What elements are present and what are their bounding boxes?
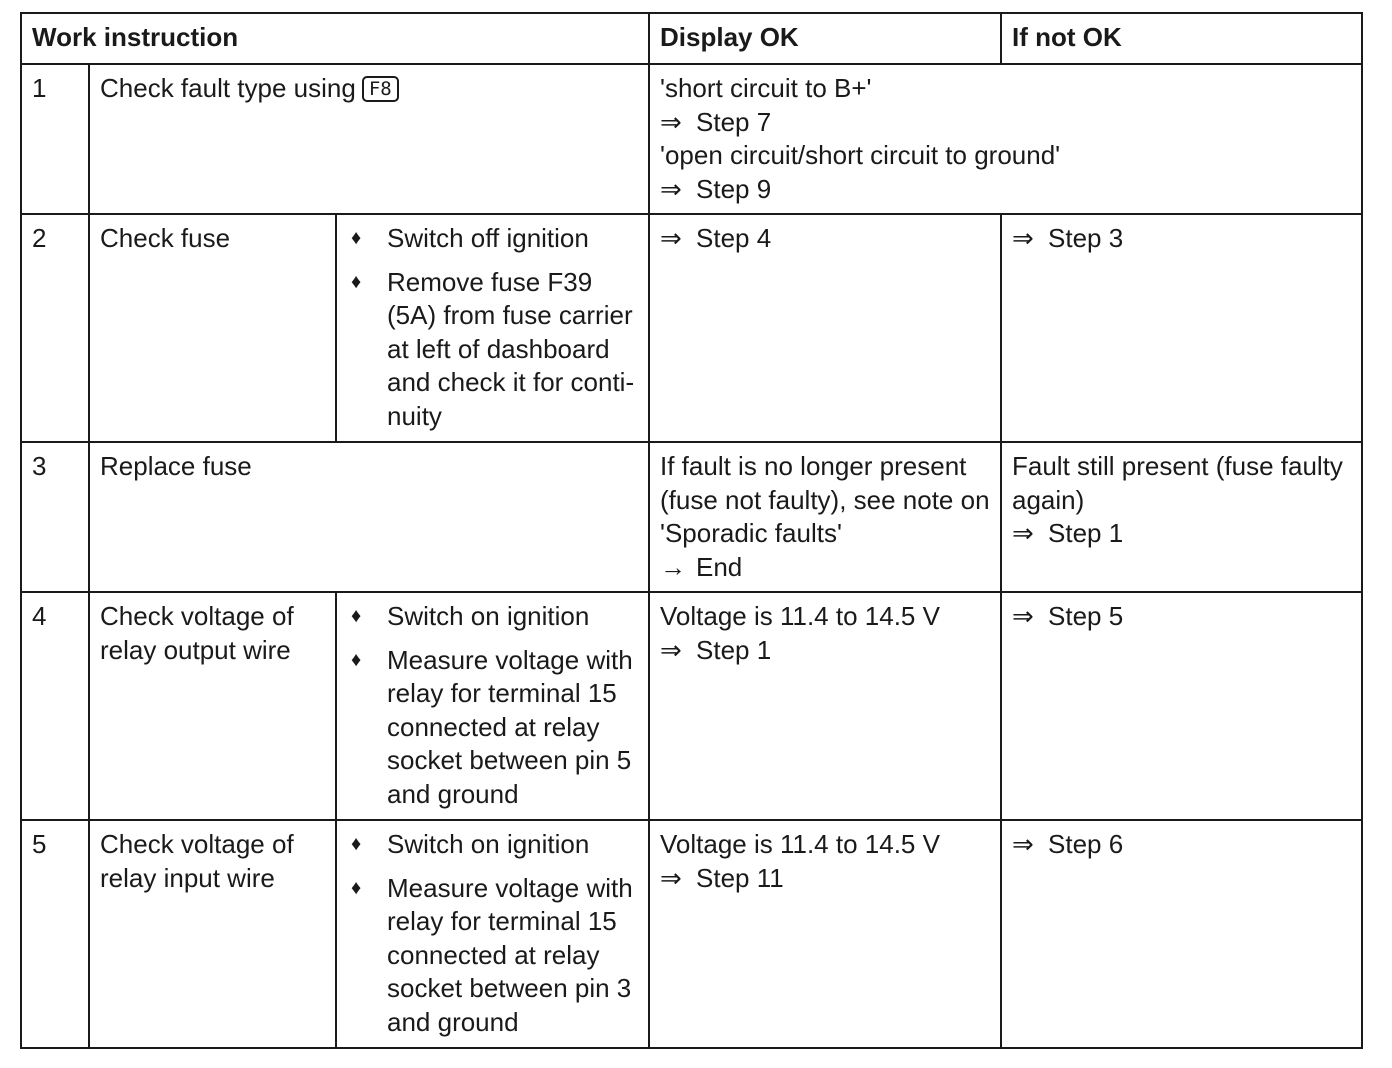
instruction-cell xyxy=(336,214,649,442)
display-ok-cell xyxy=(649,820,1001,1048)
display-ok-step xyxy=(660,862,990,896)
table-row xyxy=(21,442,1362,592)
step-ref: Step 4 xyxy=(696,223,772,253)
step-number: 2 xyxy=(21,214,89,442)
bullet-icon: ♦ xyxy=(351,833,362,855)
double-arrow-icon: ⇒ xyxy=(660,223,682,253)
instruction-cell xyxy=(336,592,649,820)
step-number: 5 xyxy=(21,820,89,1048)
display-ok-step xyxy=(660,551,990,585)
task-cell xyxy=(89,64,649,214)
display-ok-step xyxy=(660,173,1351,207)
bullet-icon: ♦ xyxy=(351,227,362,249)
instruction-list xyxy=(347,600,638,811)
step-ref: Step 1 xyxy=(1048,518,1124,548)
instruction-list xyxy=(347,828,638,1039)
display-ok-cell xyxy=(649,442,1001,592)
step-number: 3 xyxy=(21,442,89,592)
display-ok-step xyxy=(660,634,990,668)
bullet-icon: ♦ xyxy=(351,270,362,293)
if-not-ok-cell xyxy=(1001,592,1362,820)
double-arrow-icon: ⇒ xyxy=(660,106,682,137)
list-item xyxy=(347,266,638,434)
list-item xyxy=(347,644,638,812)
instruction-list xyxy=(347,222,638,433)
instruction-cell xyxy=(336,820,649,1048)
double-arrow-icon: ⇒ xyxy=(1012,518,1034,548)
if-not-ok-cell xyxy=(1001,442,1362,592)
table-row xyxy=(21,592,1362,820)
display-ok-step xyxy=(660,106,1351,140)
bullet-icon: ♦ xyxy=(351,648,362,671)
if-not-ok-text: Fault still present (fuse faulty again) xyxy=(1012,451,1343,515)
header-work-instruction: Work instruction xyxy=(21,13,649,64)
step-number: 1 xyxy=(21,64,89,214)
step-number: 4 xyxy=(21,592,89,820)
display-ok-text: Voltage is 11.4 to 14.5 V xyxy=(660,601,940,631)
table-header-row xyxy=(21,13,1362,64)
list-item xyxy=(347,828,638,862)
double-arrow-icon: ⇒ xyxy=(1012,223,1034,253)
instruction-text: Switch on ignition xyxy=(387,829,590,859)
if-not-ok-cell xyxy=(1001,214,1362,442)
step-ref: Step 7 xyxy=(696,106,772,137)
table-row xyxy=(21,64,1362,214)
instruction-text: Remove fuse F39 (5A) from fuse carrier at left of dashboard and check it for conti-nuity xyxy=(387,266,635,431)
instruction-text: Measure voltage with relay for terminal 15 connected at relay socket between pin 5 and ground xyxy=(387,644,633,809)
double-arrow-icon: ⇒ xyxy=(660,173,682,204)
task-cell: Replace fuse xyxy=(89,442,649,592)
if-not-ok-step xyxy=(1012,517,1351,551)
step-ref: Step 9 xyxy=(696,173,772,204)
step-ref: End xyxy=(696,551,743,582)
list-item xyxy=(347,600,638,634)
step-ref: Step 5 xyxy=(1048,601,1124,631)
task-cell: Check voltage of relay input wire xyxy=(89,820,336,1048)
display-ok-cell xyxy=(649,592,1001,820)
task-text: Check fault type using xyxy=(100,73,356,103)
double-arrow-icon: ⇒ xyxy=(660,634,682,665)
work-instruction-table xyxy=(20,12,1363,1049)
table-row xyxy=(21,820,1362,1048)
display-ok-text: 'open circuit/short circuit to ground' xyxy=(660,140,1061,170)
step-ref: Step 3 xyxy=(1048,223,1124,253)
task-cell: Check fuse xyxy=(89,214,336,442)
instruction-text: Measure voltage with relay for terminal 15 connected at relay socket between pin 3 and ground xyxy=(387,872,633,1037)
bullet-icon: ♦ xyxy=(351,605,362,627)
list-item xyxy=(347,872,638,1040)
task-cell: Check voltage of relay output wire xyxy=(89,592,336,820)
header-if-not-ok: If not OK xyxy=(1001,13,1362,64)
display-ok-text: Voltage is 11.4 to 14.5 V xyxy=(660,829,940,859)
table-row xyxy=(21,214,1362,442)
list-item xyxy=(347,222,638,256)
work-instruction-sheet xyxy=(20,12,1361,1048)
display-ok-text: If fault is no longer present (fuse not faulty), see note on 'Sporadic faults' xyxy=(660,451,990,548)
bullet-icon: ♦ xyxy=(351,876,362,899)
header-display-ok: Display OK xyxy=(649,13,1001,64)
if-not-ok-cell xyxy=(1001,820,1362,1048)
step-ref: Step 11 xyxy=(696,862,784,893)
double-arrow-icon: ⇒ xyxy=(1012,829,1034,859)
step-ref: Step 1 xyxy=(696,634,772,665)
f8-key-icon: F8 xyxy=(362,76,399,102)
display-ok-cell xyxy=(649,214,1001,442)
display-ok-text: 'short circuit to B+' xyxy=(660,73,872,103)
step-ref: Step 6 xyxy=(1048,829,1124,859)
instruction-text: Switch on ignition xyxy=(387,601,590,631)
double-arrow-icon: ⇒ xyxy=(660,862,682,893)
single-arrow-icon: → xyxy=(660,551,686,582)
instruction-text: Switch off ignition xyxy=(387,223,589,253)
double-arrow-icon: ⇒ xyxy=(1012,601,1034,631)
display-ok-cell xyxy=(649,64,1362,214)
